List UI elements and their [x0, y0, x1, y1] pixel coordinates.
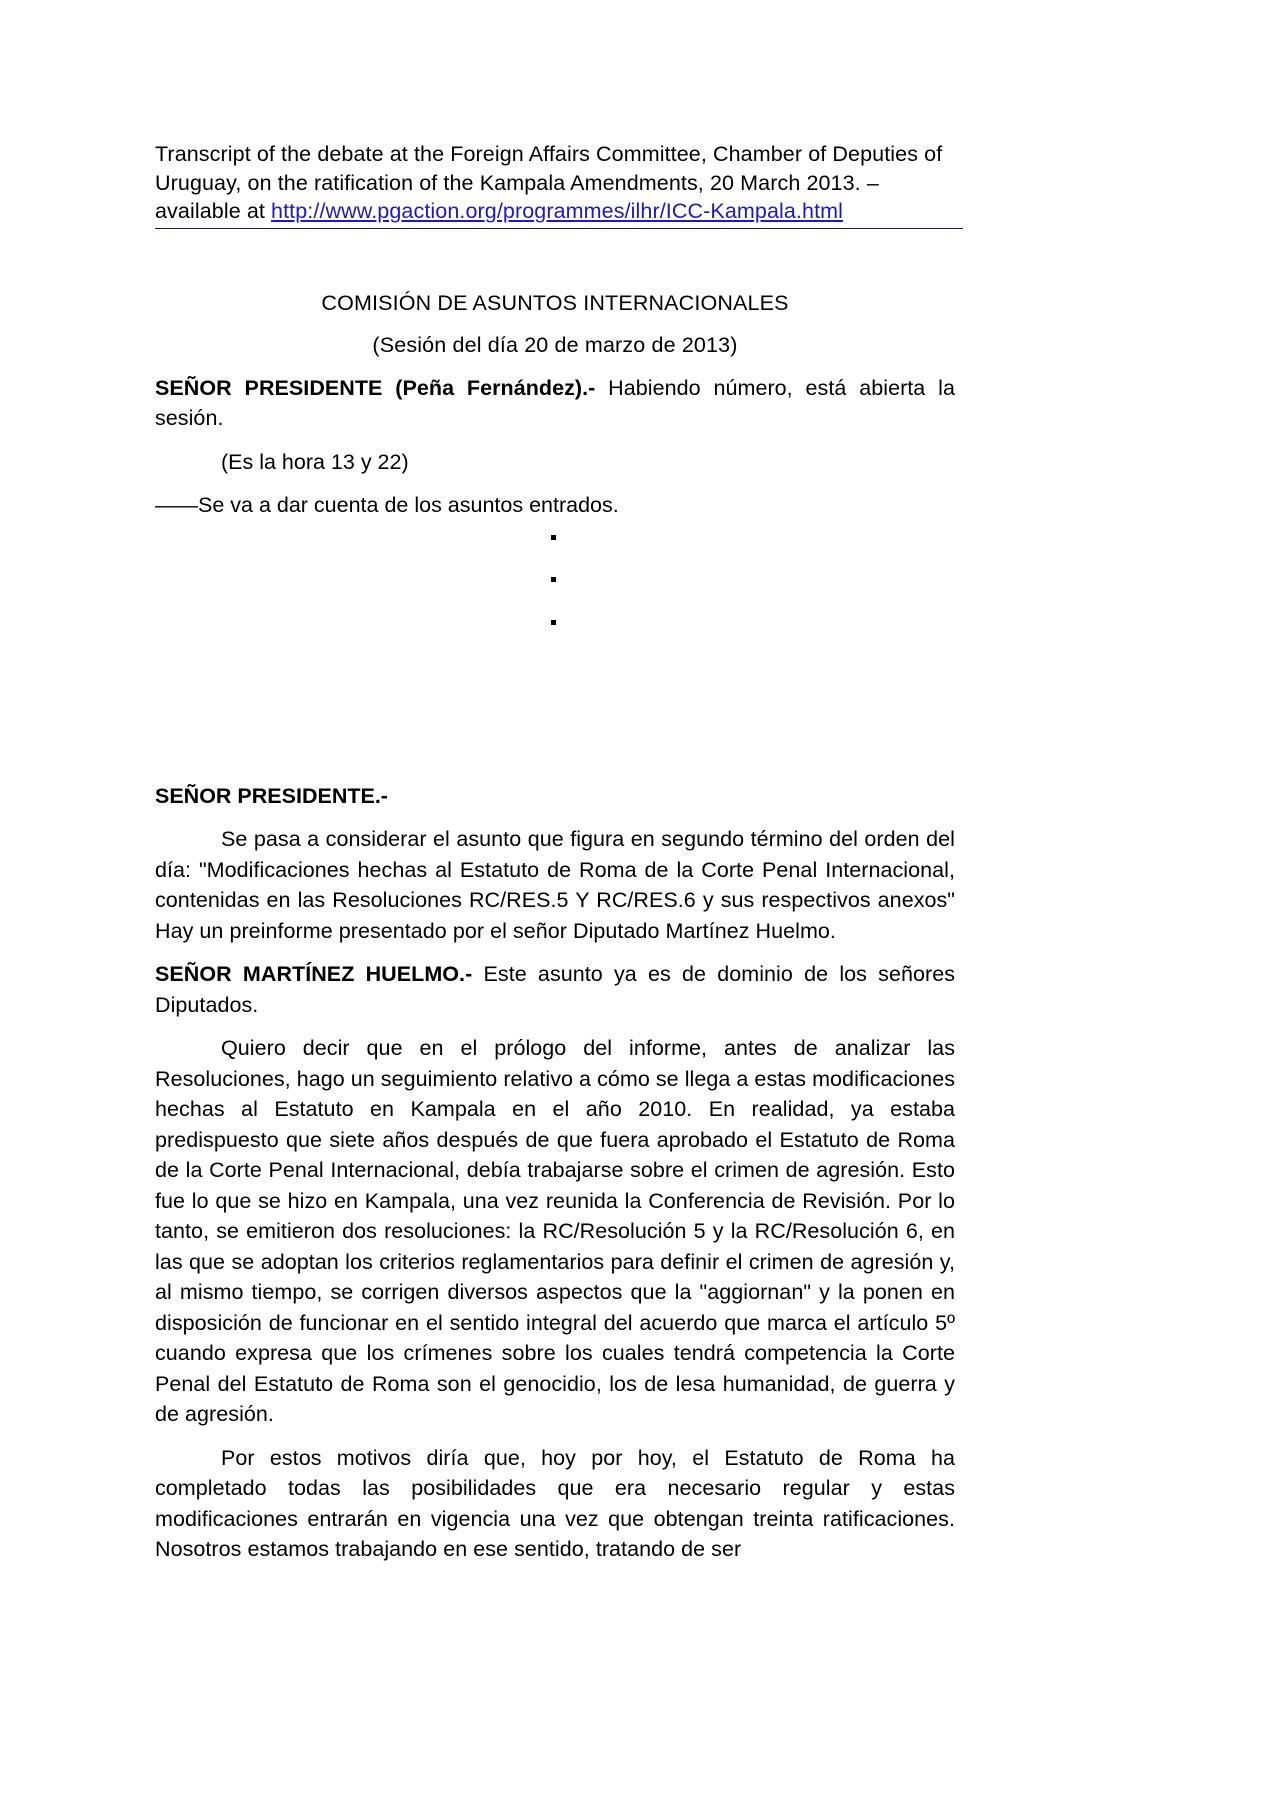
speaker-label-president: SEÑOR PRESIDENTE (Peña Fernández).-: [155, 375, 596, 400]
ellipsis-dot-1: [551, 535, 556, 540]
spacer-after-title: [155, 318, 955, 331]
speech-martinez-paragraph-2: Por estos motivos diría que, hoy por hoy, el Estatuto de Roma ha completado todas las posibilidades que era necesario regular y estas modificaciones entrarán en vigencia una vez que obtengan treinta ratificaciones. Nosotros estamos trabajando en ese sentido, tratando de ser: [155, 1445, 955, 1561]
citation-line-1: Transcript of the debate at the Foreign Affairs Committee, Chamber of Deputies: [155, 142, 919, 166]
agenda-dash-note: ——Se va a dar cuenta de los asuntos entrados.: [155, 493, 619, 517]
speech-martinez-paragraph-1: Quiero decir que en el prólogo del informe, antes de analizar las Resoluciones, hago un seguimiento relativo a cómo se llega a estas modificaciones hechas al Estatuto en Kampala en el año 2010. En realidad, ya estaba predispuesto que siete años después de que fuera aprobado el Estatuto de Roma de la Corte Penal Internacional, debía trabajarse sobre el crimen de agresión. Esto fue lo que se hizo en Kampala, una vez reunida la Conferencia de Revisión. Por lo tanto, se emitieron dos resoluciones: la RC/Resolución 5 y la RC/Resolución 6, en las que se adoptan los criterios reglamentarios para definir el crimen de agresión y, al mismo tiempo, se corrigen diversos aspectos que la "aggiornan" y la ponen en disposición de funcionar en el sentido integral del acuerdo que marca el artículo 5º cuando expresa que los crímenes sobre los cuales tendrá competencia la Corte Penal del Estatuto de Roma son el genocidio, los de lesa humanidad, de guerra y de agresión.: [155, 1036, 956, 1426]
spacer-after-martinez-paragraph-1: [155, 1430, 955, 1443]
ellipsis-dot-3: [551, 620, 556, 625]
spacer-after-opening: [155, 434, 955, 447]
speech-president-agenda-paragraph: Se pasa a considerar el asunto que figura en segundo término del orden del día: "Modificaciones hechas al Estatuto de Roma de la Corte Penal Internacional, contenidas en las Resoluciones RC/RES.5 Y RC/RES.6 y sus respectivos anexos" Hay un preinforme presentado por el señor Diputado Martínez Huelmo.: [155, 827, 955, 943]
omitted-content-ellipsis: [155, 521, 955, 673]
spacer-after-time-note: [155, 477, 955, 490]
citation-line-2: of Uruguay, on the ratification of the Kampala Amendments, 20 March 2013. –: [155, 142, 943, 195]
speech-president-opening: [155, 373, 955, 434]
spacer-after-header: [155, 229, 955, 289]
source-url-link[interactable]: http://www.pgaction.org/programmes/ilhr/ICC-Kampala.html: [271, 199, 844, 223]
speaker-label-martinez-huelmo: SEÑOR MARTÍNEZ HUELMO.-: [155, 962, 473, 986]
speaker-label-president-2: SEÑOR PRESIDENTE.-: [155, 783, 388, 808]
speech-text-president-opening: Habiendo número, está abierta la sesión.: [155, 375, 955, 430]
page-title: COMISIÓN DE ASUNTOS INTERNACIONALES: [321, 290, 789, 315]
document-content: [155, 140, 955, 1565]
spacer-before-president-section: [155, 673, 955, 781]
source-citation-header: [155, 140, 963, 229]
session-time-note: (Es la hora 13 y 22): [221, 449, 409, 474]
speech-martinez-intro: [155, 959, 955, 1020]
spacer-after-subtitle: [155, 360, 955, 373]
spacer-after-agenda-paragraph: [155, 946, 955, 959]
spacer-after-president-label: [155, 811, 955, 824]
ellipsis-dot-2: [551, 577, 556, 582]
speech-text-martinez-intro: Este asunto ya es de dominio de los señores Diputados.: [155, 962, 956, 1017]
session-subtitle: (Sesión del día 20 de marzo de 2013): [372, 332, 738, 357]
spacer-after-martinez-intro: [155, 1020, 955, 1033]
available-at-label: available at: [155, 199, 272, 223]
